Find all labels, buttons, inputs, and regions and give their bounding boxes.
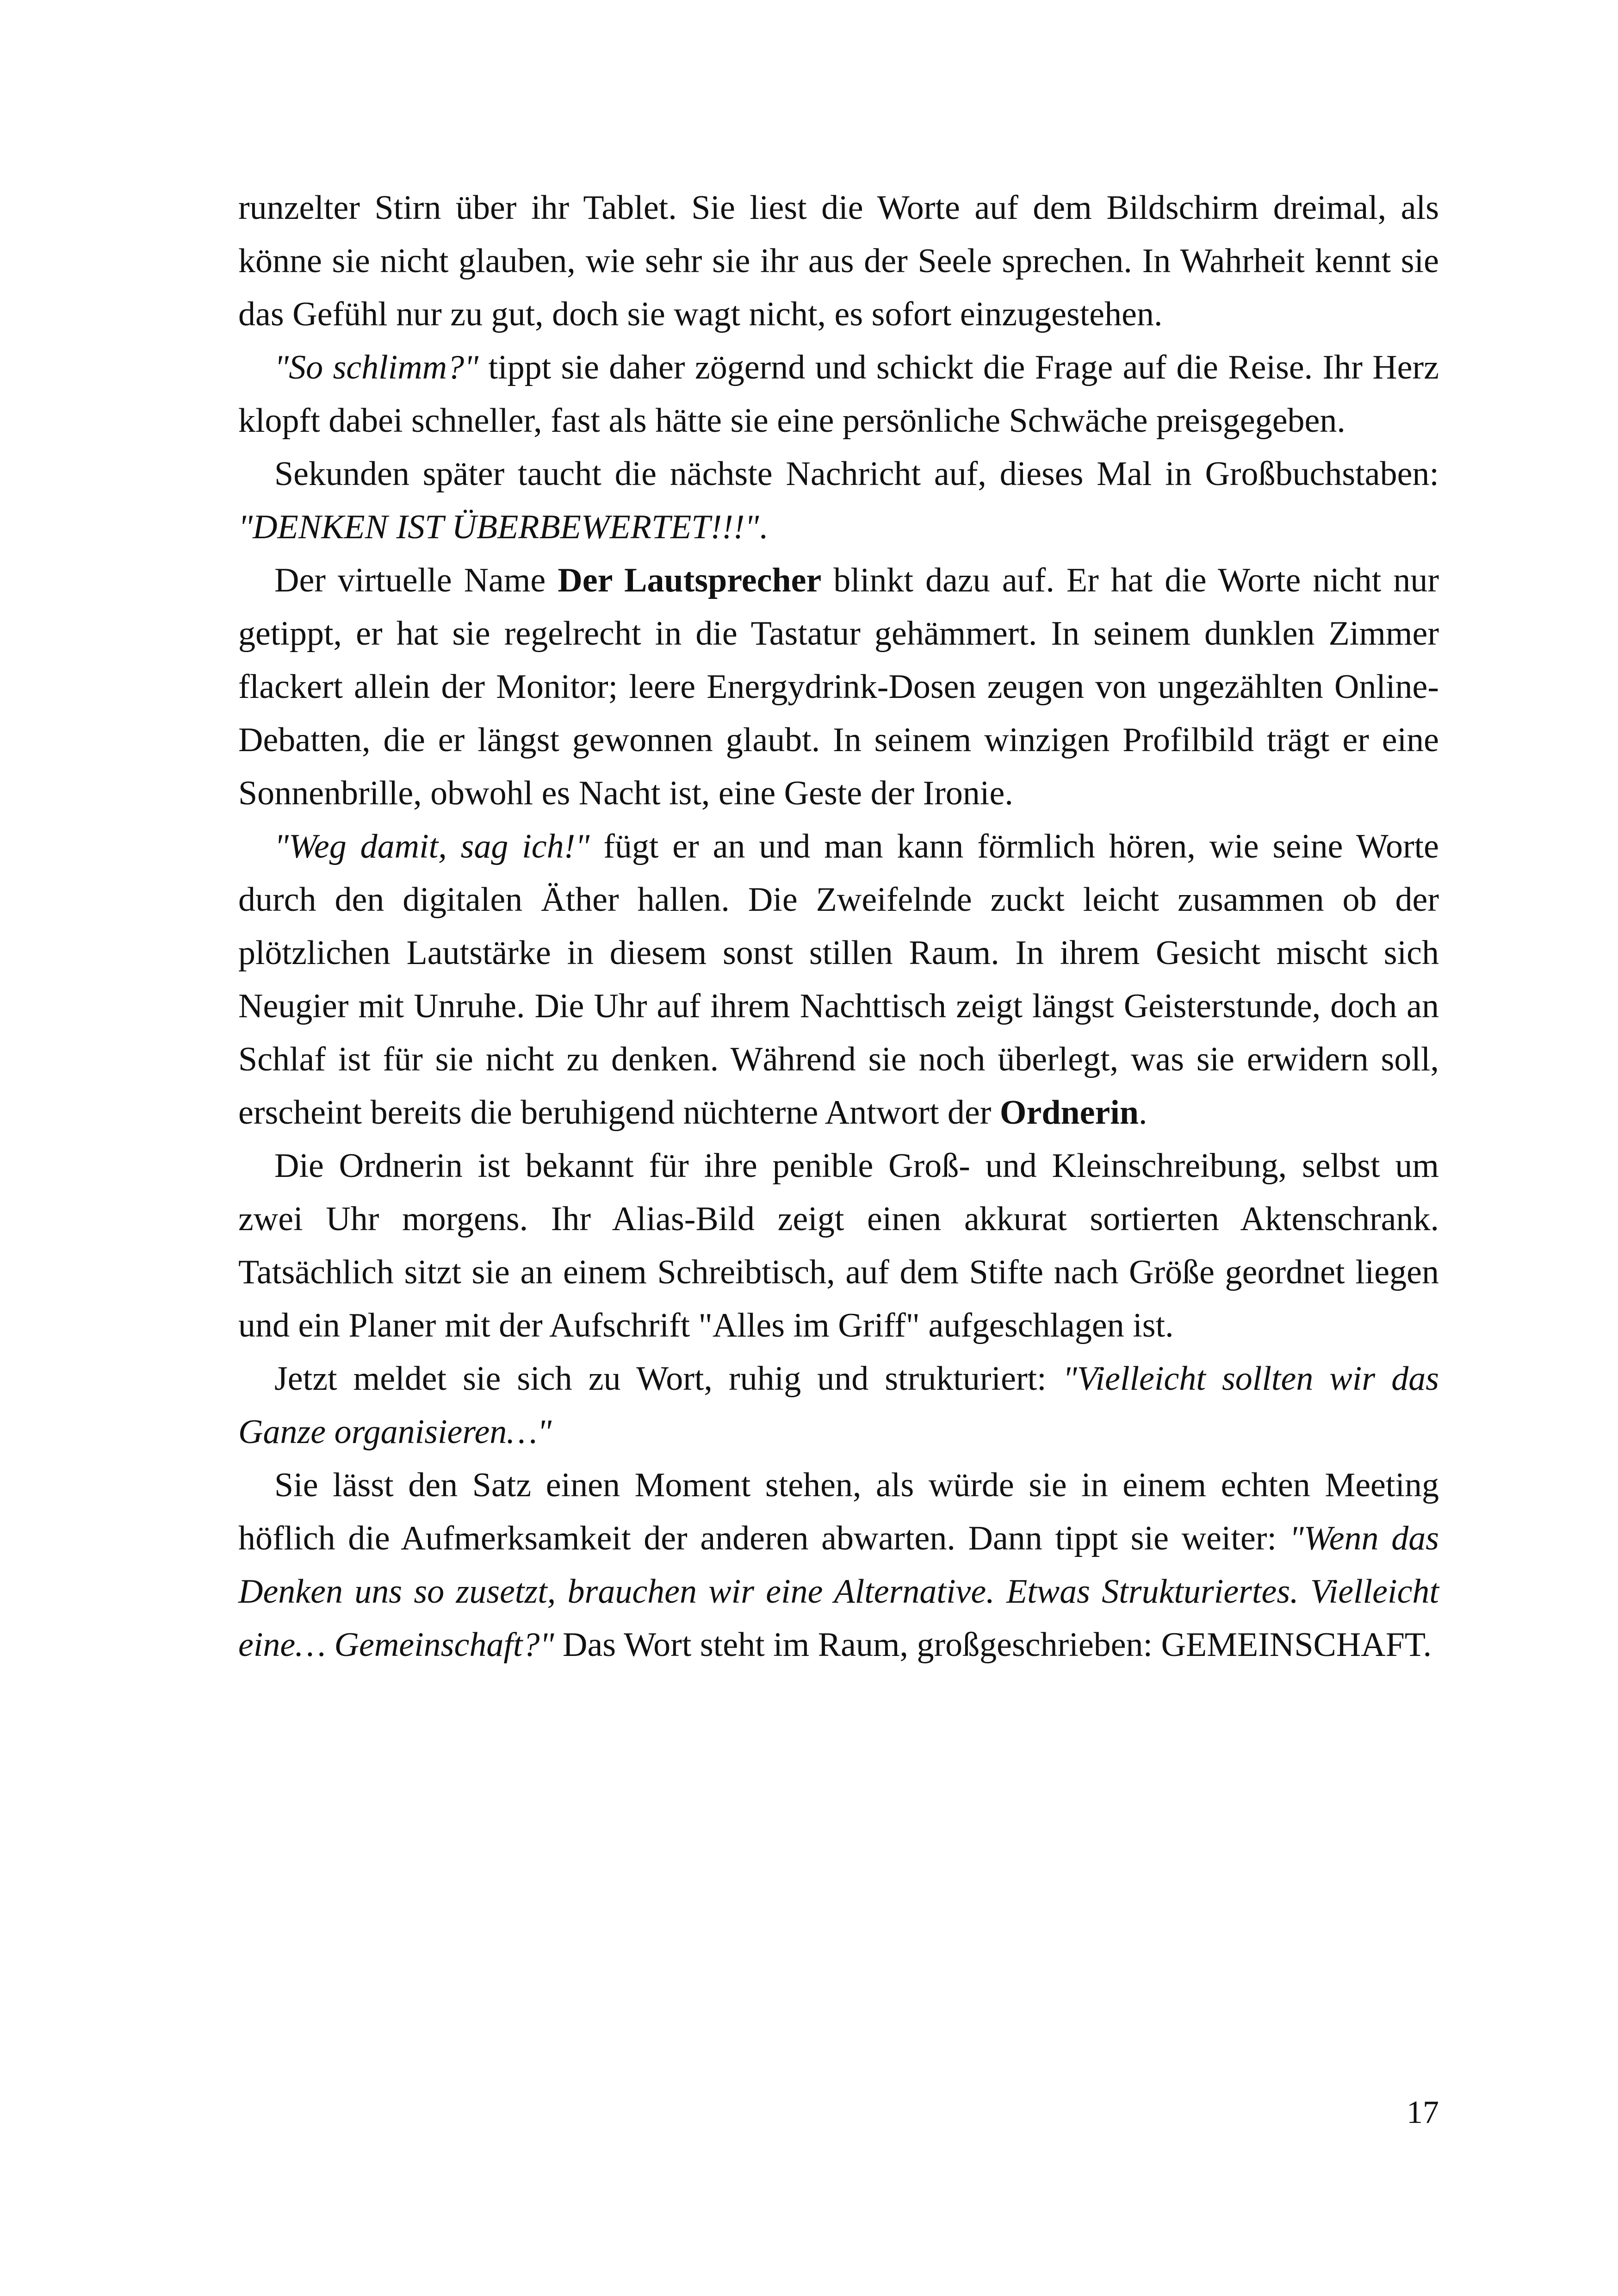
paragraph (238, 1459, 1439, 1672)
paragraph (238, 1352, 1439, 1459)
paragraph-text: fügt er an und man kann förmlich hören, wie seine Worte durch den digitalen Äther hallen. Die Zweifelnde zuckt leicht zusammen ob der plötzlichen Lautstärke in diesem sonst stillen Raum. In ihrem Gesicht mischt sich Neugier mit Unruhe. Die Uhr auf ihrem Nachttisch zeigt längst Geisterstunde, doch an Schlaf ist für sie nicht zu denken. Während sie noch überlegt, was sie erwidern soll, erscheint bereits die beruhigend nüchterne Antwort der (238, 828, 1439, 1132)
paragraph-text: runzelter Stirn über ihr Tablet. Sie liest die Worte auf dem Bildschirm dreimal, als könne sie nicht glauben, wie sehr sie ihr aus der Seele sprechen. In Wahrheit kennt sie das Gefühl nur zu gut, doch sie wagt nicht, es sofort einzugestehen. (238, 189, 1439, 333)
italic-quote: "Weg damit, sag ich!" (274, 828, 590, 865)
page-number: 17 (1407, 2095, 1439, 2130)
bold-name: Ordnerin (999, 1094, 1139, 1132)
italic-quote: "So schlimm?" (274, 348, 479, 386)
italic-quote: "DENKEN IST ÜBERBEWERTET!!!" (238, 508, 759, 546)
paragraph-text: . (759, 508, 768, 546)
paragraph-text: Das Wort steht im Raum, großgeschrieben: GEMEINSCHAFT. (554, 1626, 1432, 1664)
paragraph-text: Sie lässt den Satz einen Moment stehen, als würde sie in einem echten Meeting höflich die Aufmerksamkeit der anderen abwarten. Dann tippt sie weiter: (238, 1466, 1439, 1557)
text-block (238, 181, 1439, 1672)
paragraph-text: . (1139, 1094, 1147, 1132)
paragraph-text: tippt sie daher zögernd und schickt die Frage auf die Reise. Ihr Herz klopft dabei schneller, fast als hätte sie eine persönliche Schwäche preisgegeben. (238, 348, 1439, 440)
paragraph (238, 181, 1439, 341)
paragraph-text: Jetzt meldet sie sich zu Wort, ruhig und strukturiert: (274, 1360, 1063, 1398)
italic-quote: "Wenn das Denken uns so zusetzt, brauchen wir eine Alternative. Etwas Strukturiertes. Vielleicht eine… Gemeinschaft?" (238, 1519, 1439, 1664)
italic-quote: "Vielleicht sollten wir das Ganze organisieren…" (238, 1360, 1439, 1451)
paragraph (238, 1139, 1439, 1352)
paragraph-text: blinkt dazu auf. Er hat die Worte nicht nur getippt, er hat sie regelrecht in die Tastatur gehämmert. In seinem dunklen Zimmer flackert allein der Monitor; leere Energydrink-Dosen zeugen von ungezählten Online-Debatten, die er längst gewonnen glaubt. In seinem winzigen Profilbild trägt er eine Sonnenbrille, obwohl es Nacht ist, eine Geste der Ironie. (238, 561, 1439, 812)
paragraph (238, 554, 1439, 820)
paragraph-text: Sekunden später taucht die nächste Nachricht auf, dieses Mal in Großbuchstaben: (274, 455, 1439, 493)
paragraph (238, 341, 1439, 448)
paragraph-text: Der virtuelle Name (274, 561, 558, 599)
bold-name: Der Lautsprecher (558, 561, 822, 599)
paragraph-text: Die Ordnerin ist bekannt für ihre penible Groß- und Kleinschreibung, selbst um zwei Uhr morgens. Ihr Alias-Bild zeigt einen akkurat sortierten Aktenschrank. Tatsächlich sitzt sie an einem Schreibtisch, auf dem Stifte nach Größe geordnet liegen und ein Planer mit der Aufschrift "Alles im Griff" aufgeschlagen ist. (238, 1147, 1439, 1344)
paragraph (238, 448, 1439, 554)
paragraph (238, 820, 1439, 1139)
